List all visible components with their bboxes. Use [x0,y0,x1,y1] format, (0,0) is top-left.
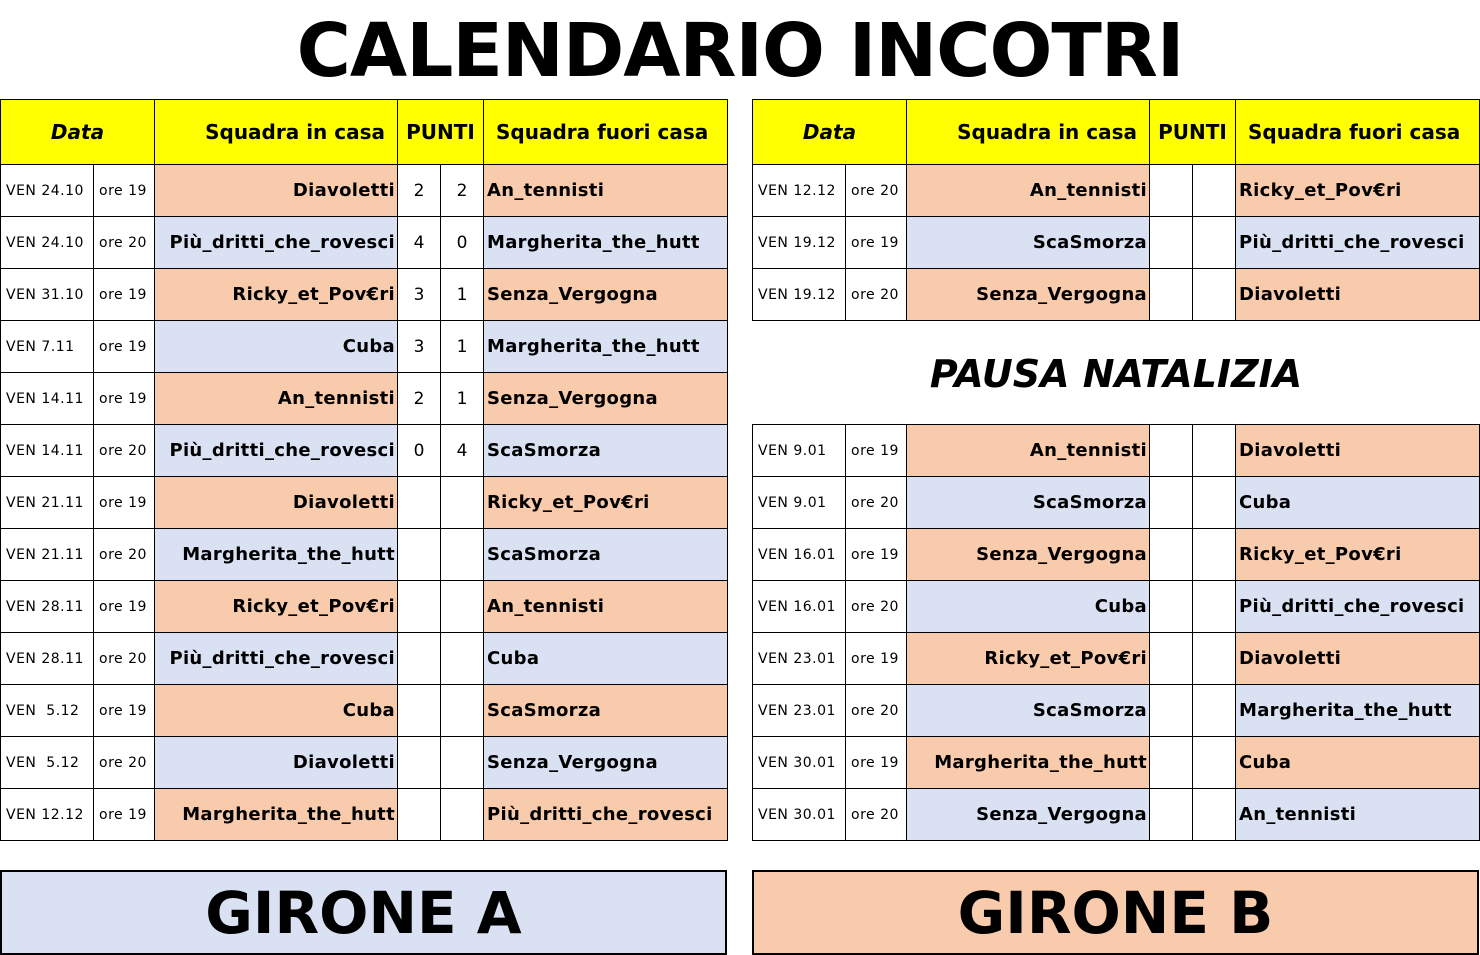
match-date: VEN 24.10 [1,217,94,269]
table-row [1,685,728,737]
home-team: An_tennisti [155,373,398,425]
home-team: ScaSmorza [907,477,1150,529]
header-away-team: Squadra fuori casa [484,100,728,165]
away-score [1193,425,1236,477]
table-row [1,217,728,269]
match-time: ore 19 [94,269,155,321]
table-row [753,217,1480,269]
table-row [753,581,1480,633]
match-date: VEN 28.11 [1,633,94,685]
away-team: Più_dritti_che_rovesci [484,789,728,841]
match-time: ore 20 [846,269,907,321]
home-score [398,529,441,581]
home-score: 0 [398,425,441,477]
header-date: Data [753,100,907,165]
match-time: ore 19 [846,633,907,685]
away-team: Senza_Vergogna [484,373,728,425]
match-time: ore 20 [846,165,907,217]
home-team: Cuba [155,321,398,373]
match-date: VEN 5.12 [1,737,94,789]
home-team: Senza_Vergogna [907,269,1150,321]
match-time: ore 19 [94,165,155,217]
home-team: Più_dritti_che_rovesci [155,217,398,269]
away-score [1193,165,1236,217]
match-time: ore 20 [94,633,155,685]
match-date: VEN 28.11 [1,581,94,633]
away-score: 1 [441,373,484,425]
match-date: VEN 24.10 [1,165,94,217]
away-team: Più_dritti_che_rovesci [1236,581,1480,633]
table-header-row [753,100,1480,165]
away-score [1193,477,1236,529]
match-date: VEN 7.11 [1,321,94,373]
home-team: Più_dritti_che_rovesci [155,633,398,685]
home-score [1150,737,1193,789]
home-score: 3 [398,269,441,321]
home-score [398,633,441,685]
away-team: An_tennisti [484,581,728,633]
away-team: Ricky_et_Pov€ri [484,477,728,529]
match-time: ore 20 [846,477,907,529]
table-row [753,685,1480,737]
home-team: Senza_Vergogna [907,529,1150,581]
match-time: ore 19 [94,685,155,737]
header-points: PUNTI [398,100,484,165]
away-team: Cuba [1236,737,1480,789]
table-row [1,633,728,685]
away-score: 2 [441,165,484,217]
away-score [1193,217,1236,269]
home-score [1150,633,1193,685]
match-date: VEN 9.01 [753,477,846,529]
match-date: VEN 23.01 [753,685,846,737]
home-score [1150,425,1193,477]
away-score [441,685,484,737]
home-team: Margherita_the_hutt [155,529,398,581]
match-date: VEN 21.11 [1,477,94,529]
home-score: 2 [398,373,441,425]
home-team: Margherita_the_hutt [907,737,1150,789]
header-points: PUNTI [1150,100,1236,165]
match-time: ore 19 [94,789,155,841]
match-date: VEN 16.01 [753,581,846,633]
match-date: VEN 12.12 [753,165,846,217]
match-date: VEN 14.11 [1,373,94,425]
match-time: ore 19 [94,321,155,373]
match-time: ore 19 [94,373,155,425]
home-score [398,685,441,737]
table-row [753,477,1480,529]
home-team: An_tennisti [907,425,1150,477]
match-date: VEN 23.01 [753,633,846,685]
away-team: Più_dritti_che_rovesci [1236,217,1480,269]
away-score [441,737,484,789]
away-team: Cuba [484,633,728,685]
home-score: 2 [398,165,441,217]
header-home-team: Squadra in casa [907,100,1150,165]
away-team: Ricky_et_Pov€ri [1236,529,1480,581]
away-team: ScaSmorza [484,685,728,737]
table-row [753,269,1480,321]
home-team: Senza_Vergogna [907,789,1150,841]
away-score [1193,529,1236,581]
home-score [398,477,441,529]
home-score [1150,529,1193,581]
table-row [1,477,728,529]
home-score [1150,217,1193,269]
table-row [1,373,728,425]
table-header-row [1,100,728,165]
match-date: VEN 14.11 [1,425,94,477]
away-team: Diavoletti [1236,425,1480,477]
home-team: Margherita_the_hutt [155,789,398,841]
home-team: Ricky_et_Pov€ri [907,633,1150,685]
girone-b-label: GIRONE B [752,870,1479,955]
away-score [1193,633,1236,685]
match-time: ore 19 [846,425,907,477]
away-score [1193,269,1236,321]
table-row [753,789,1480,841]
match-time: ore 20 [846,789,907,841]
home-team: Diavoletti [155,477,398,529]
match-time: ore 19 [846,217,907,269]
table-row [753,633,1480,685]
away-team: Ricky_et_Pov€ri [1236,165,1480,217]
away-team: Cuba [1236,477,1480,529]
table-row [1,737,728,789]
match-time: ore 20 [846,685,907,737]
home-team: Diavoletti [155,737,398,789]
match-time: ore 19 [846,529,907,581]
away-score: 4 [441,425,484,477]
home-team: ScaSmorza [907,217,1150,269]
home-team: ScaSmorza [907,685,1150,737]
away-score [441,633,484,685]
away-score: 1 [441,269,484,321]
home-score: 4 [398,217,441,269]
match-time: ore 20 [94,737,155,789]
match-time: ore 20 [94,425,155,477]
match-time: ore 20 [94,217,155,269]
table-row [1,425,728,477]
table-row [1,529,728,581]
header-away-team: Squadra fuori casa [1236,100,1480,165]
home-score [1150,789,1193,841]
header-home-team: Squadra in casa [155,100,398,165]
home-team: Diavoletti [155,165,398,217]
match-date: VEN 19.12 [753,217,846,269]
home-score [1150,581,1193,633]
away-score [441,477,484,529]
away-score: 0 [441,217,484,269]
girone-a-label: GIRONE A [0,870,727,955]
match-date: VEN 19.12 [753,269,846,321]
away-score [441,581,484,633]
match-date: VEN 12.12 [1,789,94,841]
page-title: CALENDARIO INCOTRI [296,8,1184,94]
home-score [1150,269,1193,321]
home-score [1150,477,1193,529]
match-date: VEN 5.12 [1,685,94,737]
away-score [441,529,484,581]
away-team: Margherita_the_hutt [484,321,728,373]
girone-a-table [0,99,728,841]
away-team: Senza_Vergogna [484,269,728,321]
match-time: ore 19 [94,581,155,633]
away-score: 1 [441,321,484,373]
header-date: Data [1,100,155,165]
home-score [1150,165,1193,217]
away-team: An_tennisti [484,165,728,217]
away-score [1193,581,1236,633]
table-row [753,425,1480,477]
away-score [441,789,484,841]
home-score [1150,685,1193,737]
match-time: ore 19 [846,737,907,789]
home-team: Più_dritti_che_rovesci [155,425,398,477]
away-team: Margherita_the_hutt [1236,685,1480,737]
table-row [753,737,1480,789]
away-team: Margherita_the_hutt [484,217,728,269]
away-team: ScaSmorza [484,425,728,477]
away-score [1193,737,1236,789]
match-date: VEN 16.01 [753,529,846,581]
home-score [398,581,441,633]
home-score: 3 [398,321,441,373]
match-time: ore 19 [94,477,155,529]
away-score [1193,685,1236,737]
away-team: An_tennisti [1236,789,1480,841]
girone-b-table-pre-pause [752,99,1480,321]
table-row [753,529,1480,581]
table-row [1,269,728,321]
home-score [398,789,441,841]
away-team: Diavoletti [1236,633,1480,685]
match-time: ore 20 [94,529,155,581]
match-time: ore 20 [846,581,907,633]
christmas-break-label: PAUSA NATALIZIA [929,352,1303,396]
table-row [1,789,728,841]
home-team: Ricky_et_Pov€ri [155,581,398,633]
home-team: Cuba [907,581,1150,633]
table-row [753,165,1480,217]
match-date: VEN 31.10 [1,269,94,321]
home-team: Ricky_et_Pov€ri [155,269,398,321]
match-date: VEN 30.01 [753,789,846,841]
girone-b-table-post-pause [752,424,1480,841]
home-score [398,737,441,789]
away-team: Senza_Vergogna [484,737,728,789]
match-date: VEN 21.11 [1,529,94,581]
home-team: An_tennisti [907,165,1150,217]
table-row [1,581,728,633]
away-team: Diavoletti [1236,269,1480,321]
away-score [1193,789,1236,841]
match-date: VEN 9.01 [753,425,846,477]
home-team: Cuba [155,685,398,737]
table-row [1,321,728,373]
match-date: VEN 30.01 [753,737,846,789]
away-team: ScaSmorza [484,529,728,581]
table-row [1,165,728,217]
